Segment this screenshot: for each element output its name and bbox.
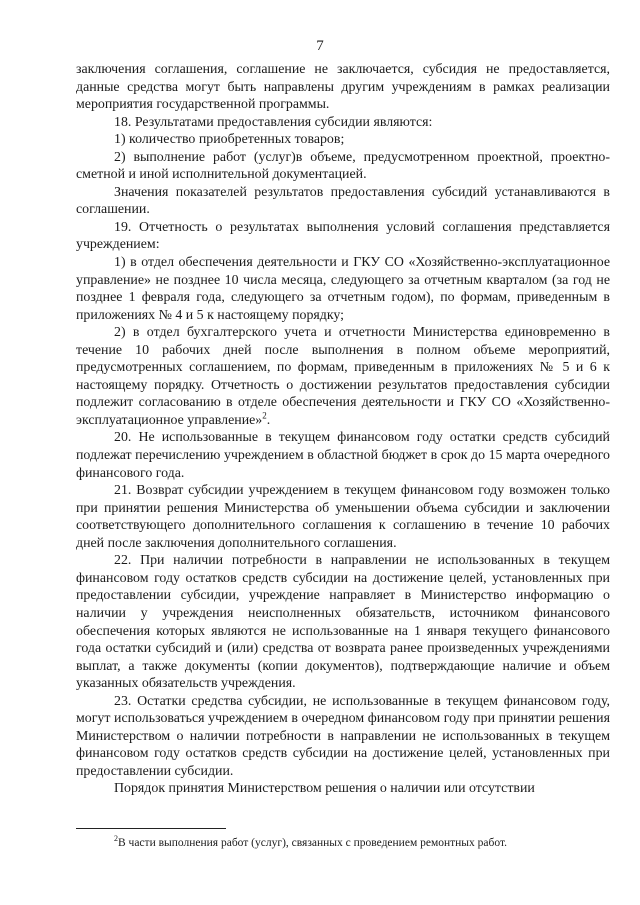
paragraph: 21. Возврат субсидии учреждением в текущем финансовом году возможен только при принятии решения Министерства об уменьшении объема субсидии и заключении соответствующего дополнительного соглашения к соглашению в течение 10 рабочих дней после заключения дополнительного соглашения. <box>76 483 610 551</box>
paragraph-end: . <box>266 412 271 428</box>
list-item: 1) количество приобретенных товаров; <box>114 132 345 148</box>
paragraph: 23. Остатки средства субсидии, не использованные в текущем финансовом году, могут использоваться учреждением в очередном финансовом году при принятии решения Министерством о наличии потребности в направлении не использованных в текущем финансовом году остатков средств субсидии на достижение целей, установленных при предоставлении субсидии. <box>76 693 610 779</box>
paragraph: Значения показателей результатов предоставления субсидий устанавливаются в соглашении. <box>76 184 610 218</box>
footnote-reference[interactable]: 2 <box>262 410 267 421</box>
list-item: 1) в отдел обеспечения деятельности и ГКУ СО «Хозяйственно-эксплуатационное управление» не позднее 10 числа месяца, следующего за отчетным кварталом (за год не позднее 1 февраля года, следующего за отчетным годом), по формам, приведенным в приложениях № 4 и 5 к настоящему порядку; <box>76 255 610 323</box>
page-number: 7 <box>316 38 324 54</box>
paragraph: 19. Отчетность о результатах выполнения условий соглашения представляется учреждением: <box>76 219 610 253</box>
list-item-with-footnote <box>76 324 610 429</box>
footnote <box>114 836 594 850</box>
footnote-text: В части выполнения работ (услуг), связанных с проведением ремонтных работ. <box>118 837 508 849</box>
document-body <box>76 61 610 798</box>
footnote-mark: 2 <box>114 834 118 844</box>
paragraph: заключения соглашения, соглашение не заключается, субсидия не предоставляется, данные средства могут быть направлены другим учреждениям в рамках реализации мероприятия государственной программы. <box>76 62 610 113</box>
paragraph: 18. Результатами предоставления субсидии являются: <box>114 114 433 130</box>
paragraph: Порядок принятия Министерством решения о наличии или отсутствии <box>114 781 535 797</box>
footnote-divider <box>76 828 226 829</box>
paragraph: 22. При наличии потребности в направлении не использованных в текущем финансовом году остатков средств субсидии на достижение целей, установленных при предоставлении субсидии, учреждение направляет в Министерство информацию о наличии у учреждения неисполненных обязательств, источником финансового обеспечения которых являются не использованные на 1 января текущего финансового года остатки субсидий и (или) средства от возврата ранее произведенных учреждениями выплат, а также документы (копии документов), подтверждающие наличие и объем указанных обязательств учреждения. <box>76 553 610 692</box>
paragraph-text: 2) в отдел бухгалтерского учета и отчетности Министерства единовременно в течение 10 рабочих дней после выполнения в полном объеме мероприятий, предусмотренных соглашением, по формам, приведенным в приложениях № 5 и 6 к настоящему порядку. Отчетность о достижении результатов предоставления субсидии подлежит согласованию в отделе обеспечения деятельности и ГКУ СО «Хозяйственно-эксплуатационное управление» <box>76 325 610 428</box>
list-item: 2) выполнение работ (услуг)в объеме, предусмотренном проектной, проектно-сметной и иной исполнительной документацией. <box>76 149 610 183</box>
paragraph: 20. Не использованные в текущем финансовом году остатки средств субсидий подлежат перечислению учреждением в областной бюджет в срок до 15 марта очередного финансового года. <box>76 430 610 481</box>
